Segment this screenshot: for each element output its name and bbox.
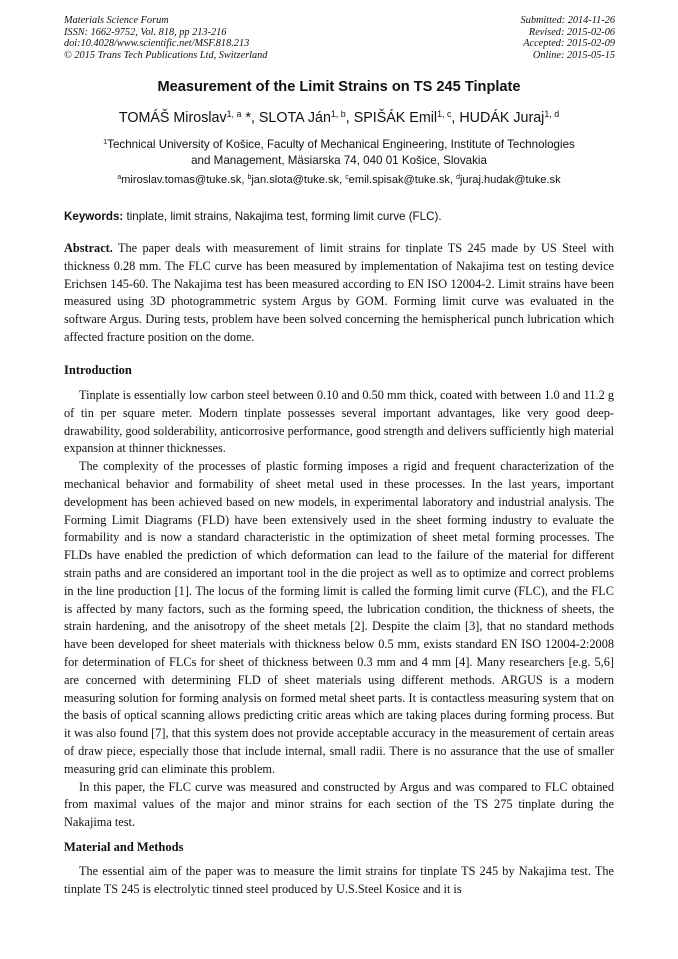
journal-name: Materials Science Forum bbox=[64, 15, 169, 26]
email-address: jan.slota@tuke.sk, bbox=[251, 174, 346, 186]
author-affiliation-mark: 1, a bbox=[226, 109, 242, 120]
author-name: TOMÁŠ Miroslav bbox=[118, 110, 227, 126]
email-address: emil.spisak@tuke.sk, bbox=[348, 174, 457, 186]
affiliation-line: Technical University of Košice, Faculty of Mechanical Engineering, Institute of Technologies bbox=[107, 138, 575, 151]
abstract bbox=[64, 240, 614, 347]
introduction-body bbox=[64, 387, 614, 832]
materials-heading: Material and Methods bbox=[64, 840, 184, 854]
revised-date: Revised: 2015-02-06 bbox=[528, 26, 615, 38]
author-affiliation-mark: 1, d bbox=[544, 109, 560, 120]
author-list bbox=[0, 110, 678, 126]
paper-title: Measurement of the Limit Strains on TS 245 Tinplate bbox=[157, 79, 521, 95]
author-separator: *, bbox=[241, 110, 259, 126]
email-mark: a bbox=[117, 174, 122, 182]
keywords-text: tinplate, limit strains, Nakajima test, forming limit curve (FLC). bbox=[123, 210, 442, 223]
email-address: juraj.hudak@tuke.sk bbox=[459, 174, 561, 186]
author-emails bbox=[0, 174, 678, 186]
author-name: SPIŠÁK Emil bbox=[353, 110, 438, 126]
paragraph: The essential aim of the paper was to measure the limit strains for tinplate TS 245 by Nakajima test. The tinplate TS 245 is electrolytic tinned steel produced by U.S.Steel Kosice and it is bbox=[64, 864, 614, 896]
abstract-label: Abstract. bbox=[64, 241, 113, 255]
email-mark: c bbox=[345, 174, 349, 182]
submitted-date: Submitted: 2014-11-26 bbox=[520, 15, 615, 26]
issn-line: ISSN: 1662-9752, Vol. 818, pp 213-216 bbox=[64, 26, 227, 38]
affiliation-mark: 1 bbox=[103, 137, 108, 147]
accepted-date: Accepted: 2015-02-09 bbox=[523, 38, 615, 50]
abstract-text: The paper deals with measurement of limit strains for tinplate TS 245 made by US Steel with thickness 0.28 mm. The FLC curve has been measured by implementation of Nakajima test on testing device Erichsen 145-60. The Nakajima test has been measured according to EN ISO 12004-2. Limit strains have been measured using 3D photogrammetric system Argus by GOM. Forming limit curve was evaluated in the software Argus. During tests, problem have been solved concerning the hemispherical punch lubrication which affected fracture position on the dome. bbox=[64, 241, 614, 344]
author-name: SLOTA Ján bbox=[258, 110, 331, 126]
email-mark: b bbox=[247, 174, 252, 182]
email-mark: d bbox=[456, 174, 460, 182]
keywords-label: Keywords: bbox=[64, 210, 124, 223]
materials-body bbox=[64, 863, 614, 899]
copyright-line: © 2015 Trans Tech Publications Ltd, Switzerland bbox=[64, 50, 268, 62]
publication-dates bbox=[521, 15, 615, 62]
paragraph: Tinplate is essentially low carbon steel between 0.10 and 0.50 mm thick, coated with between 1.0 and 11.2 g of tin per square meter. Modern tinplate possesses several important advantages, like very good deep-drawability, good solderability, anticorrosive performance, good strength and delivers sufficiently high material expansion at thinner thicknesses. bbox=[64, 388, 614, 456]
email-address: miroslav.tomas@tuke.sk, bbox=[121, 174, 248, 186]
author-separator: , bbox=[345, 110, 354, 126]
author-name: HUDÁK Juraj bbox=[459, 110, 545, 126]
affiliation bbox=[0, 137, 678, 168]
author-separator: , bbox=[451, 110, 460, 126]
online-date: Online: 2015-05-15 bbox=[532, 50, 615, 62]
paragraph: The complexity of the processes of plastic forming imposes a rigid and frequent characterization of the mechanical behavior and formability of sheet metal used in these processes. In the last years, important development has been achieved based on new models, in experimental laboratory and industrial analysis. The Forming Limit Diagrams (FLD) have been extensively used in the sheet forming industry to evaluate the formability and is now a standard characteristic in the optimization of sheet metal forming processes. The FLDs have enabled the prediction of which deformation can lead to the failure of the material for different strain paths and are considered an important tool in the die project as well as to optimize and correct problems in the line production [1]. The locus of the forming limit is called the forming limit curve (FLC), and the FLC is affected by many factors, such as the forming speed, the lubrication condition, the thickness of sheets, the strain hardening, and the anisotropy of the sheet metals [2]. Despite the claim [3], that no standard methods have been developed for sheet materials with thickness below 0.5 mm, exists standard EN ISO 12004-2:2008 for determination of FLCs for sheet of thickness between 0.3 mm and 4 mm [4]. Many researchers [e.g. 5,6] are concerned with determining FLD of sheet materials using different methods. ARGUS is a modern measuring solution for forming analysis on formed metal sheet parts. It is contactless measuring system that on the basis of optical scanning allows predicting critic areas which are taking places during forming process. But it was also found [7], that this system does not provide acceptable accuracy in the measurement of certain areas of draw piece, especially those that include internal, small radii. There is no assurance that the use of smaller measuring grid can eliminate this problem. bbox=[64, 459, 614, 776]
paragraph: In this paper, the FLC curve was measured and constructed by Argus and was compared to FLC obtained from maximal values of the major and minor strains for each section of the TS 275 tinplate during the Nakajima test. bbox=[64, 779, 614, 830]
introduction-heading: Introduction bbox=[64, 363, 132, 377]
author-affiliation-mark: 1, c bbox=[437, 109, 452, 120]
doi-line: doi:10.4028/www.scientific.net/MSF.818.213 bbox=[64, 38, 250, 50]
affiliation-line: and Management, Mäsiarska 74, 040 01 Košice, Slovakia bbox=[191, 153, 487, 167]
journal-info bbox=[64, 15, 267, 62]
author-affiliation-mark: 1, b bbox=[330, 109, 346, 120]
keywords bbox=[64, 210, 442, 223]
